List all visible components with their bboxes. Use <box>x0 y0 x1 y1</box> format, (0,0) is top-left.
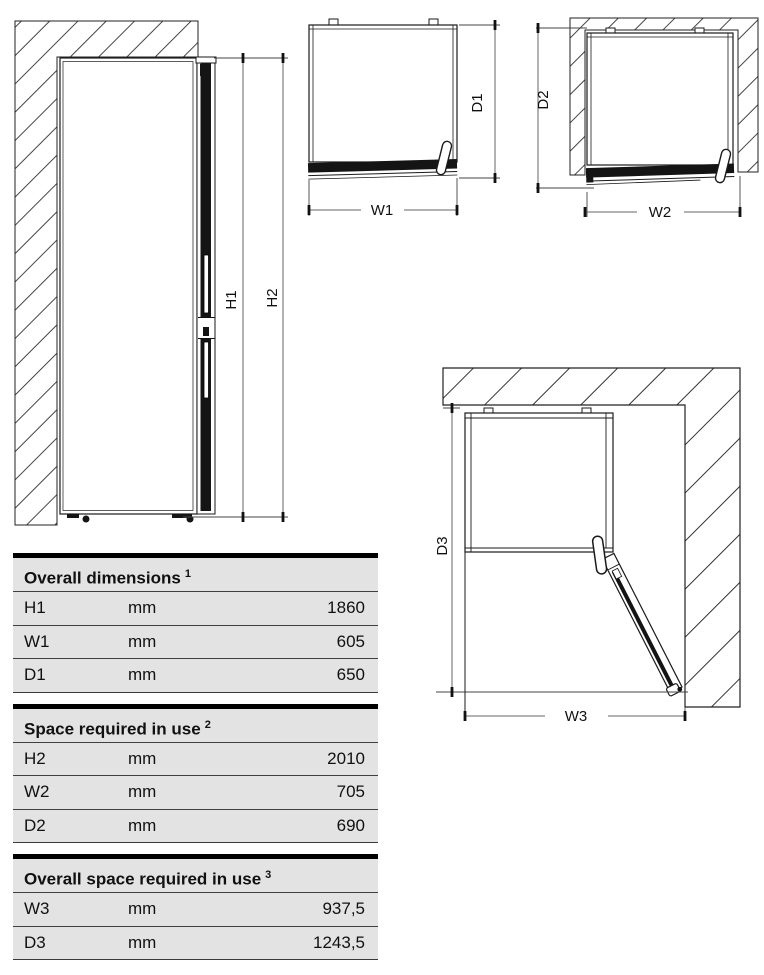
dimension-tables <box>13 553 378 971</box>
table-header <box>13 859 378 892</box>
wall-spacer <box>582 408 591 413</box>
table-row <box>13 742 378 776</box>
table-title: Overall space required in use <box>24 869 262 889</box>
row-value: 690 <box>336 815 365 835</box>
wall-spacer <box>329 19 338 25</box>
door-panel <box>586 164 734 178</box>
table-row <box>13 625 378 659</box>
row-label: H2 <box>24 748 46 768</box>
dimension-label-d2: D2 <box>535 90 552 110</box>
row-value: 705 <box>336 782 365 802</box>
row-unit: mm <box>128 932 157 952</box>
row-unit: mm <box>128 815 157 835</box>
dimension-label-w3: W3 <box>564 708 588 725</box>
row-label: H1 <box>24 598 46 618</box>
row-value: 650 <box>336 665 365 685</box>
dimension-label-w2: W2 <box>648 204 672 221</box>
row-unit: mm <box>128 782 157 802</box>
dimension-label-h2: H2 <box>264 288 281 308</box>
row-value: 937,5 <box>322 899 365 919</box>
row-unit: mm <box>128 748 157 768</box>
table-header <box>13 709 378 742</box>
row-value: 2010 <box>327 748 365 768</box>
door-open-diagram <box>400 355 764 745</box>
wall-spacer <box>606 28 615 33</box>
table-header <box>13 558 378 591</box>
tick <box>242 53 245 63</box>
open-door <box>581 531 684 701</box>
lower-door-handle-groove <box>204 342 209 398</box>
door-top-hinge-cap <box>196 57 216 63</box>
tick <box>242 512 245 522</box>
top-view-diagram <box>290 0 510 235</box>
row-unit: mm <box>128 899 157 919</box>
row-value: 1243,5 <box>313 932 365 952</box>
row-label: W2 <box>24 782 50 802</box>
front-wheel <box>83 516 90 523</box>
tick <box>308 205 311 215</box>
fridge-body-top <box>465 413 613 552</box>
tick <box>451 403 454 413</box>
table-title: Overall dimensions <box>24 568 181 588</box>
tick <box>451 687 454 697</box>
fridge-body-top <box>309 25 457 162</box>
tick <box>464 711 467 721</box>
table-footnote-ref: 3 <box>265 869 272 881</box>
table-overall-space-required <box>13 854 378 960</box>
tick <box>456 205 459 215</box>
wall-spacer <box>484 408 493 413</box>
table-overall-dimensions <box>13 553 378 693</box>
table-title: Space required in use <box>24 719 201 739</box>
dimension-label-d1: D1 <box>469 93 486 113</box>
row-label: W1 <box>24 631 50 651</box>
table-footnote-ref: 2 <box>204 718 211 731</box>
table-row <box>13 658 378 692</box>
tick <box>537 23 540 33</box>
fridge-body-top <box>587 33 733 165</box>
row-unit: mm <box>128 598 157 618</box>
front-foot <box>67 514 79 518</box>
door-gasket-stripe <box>612 571 674 687</box>
row-unit: mm <box>128 665 157 685</box>
door-hinge-pin <box>200 64 203 76</box>
table-row <box>13 775 378 809</box>
row-label: D2 <box>24 815 46 835</box>
row-value: 1860 <box>327 598 365 618</box>
table-row <box>13 809 378 843</box>
dimension-label-d3: D3 <box>434 536 451 556</box>
tick <box>282 53 285 63</box>
upper-door-handle-groove <box>204 255 209 313</box>
table-space-required <box>13 704 378 844</box>
table-row <box>13 591 378 625</box>
dimension-label-w1: W1 <box>370 202 394 219</box>
row-unit: mm <box>128 631 157 651</box>
door-front-line <box>308 175 457 179</box>
row-label: D1 <box>24 665 46 685</box>
side-view-diagram <box>0 0 300 545</box>
tick <box>684 711 687 721</box>
tick <box>282 512 285 522</box>
door-front-line <box>308 171 457 175</box>
door-front-line <box>586 176 734 181</box>
table-row <box>13 892 378 926</box>
tick <box>584 207 587 217</box>
wall-spacer <box>429 19 438 25</box>
door-gap-hinge <box>203 327 209 336</box>
tick <box>494 173 497 183</box>
table-footnote-ref: 1 <box>184 568 191 580</box>
top-view-niche-diagram <box>520 0 764 235</box>
tick <box>494 20 497 30</box>
tick <box>739 207 742 217</box>
wall-spacer <box>695 28 704 33</box>
fridge-body <box>60 58 197 514</box>
row-value: 605 <box>336 631 365 651</box>
dimension-label-h1: H1 <box>223 290 240 310</box>
table-row <box>13 926 378 960</box>
row-label: D3 <box>24 932 46 952</box>
tick <box>537 183 540 193</box>
row-label: W3 <box>24 899 50 919</box>
ajar-door <box>586 164 734 185</box>
